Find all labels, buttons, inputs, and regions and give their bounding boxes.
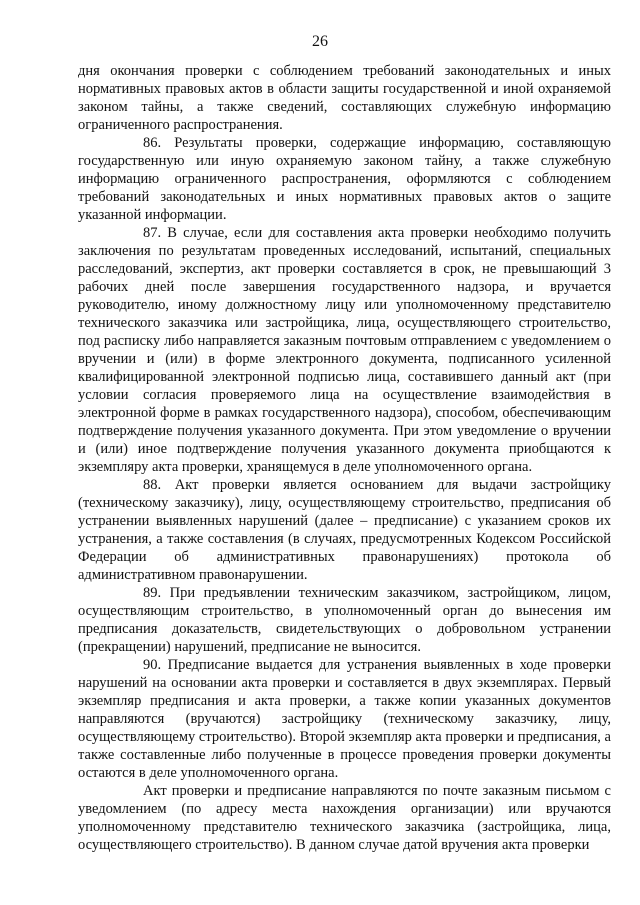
paragraph-item-87: 87. В случае, если для составления акта проверки необходимо получить заключения по результатам проведенных исследований, испытаний, специальных расследований, экспертиз, акт проверки составляется в срок, не превышающий 3 рабочих дней после завершения государственного надзора, и вручается руководителю, иному должностному лицу или уполномоченному представителю технического заказчика или застройщика, лица, осуществляющего строительство, под расписку либо направляется заказным почтовым отправлением с уведомлением о вручении и (или) в форме электронного документа, подписанного усиленной квалифицированной электронной подписью лица, составившего данный акт (при условии согласия проверяемого лица на осуществление взаимодействия в электронной форме в рамках государственного надзора), способом, обеспечивающим подтверждение получения указанного документа. При этом уведомление о вручении и (или) иное подтверждение получения указанного документа приобщаются к экземпляру акта проверки, хранящемуся в деле уполномоченного органа. (78, 225, 611, 475)
paragraph-item-89: 89. При предъявлении техническим заказчиком, застройщиком, лицом, осуществляющим строительство, в уполномоченный орган до вынесения им предписания доказательств, свидетельствующих о добровольном устранении (прекращении) нарушений, предписание не выносится. (78, 585, 611, 655)
page-number: 26 (312, 33, 328, 50)
paragraph-item-90: 90. Предписание выдается для устранения выявленных в ходе проверки нарушений на основании акта проверки и составляется в двух экземплярах. Первый экземпляр предписания и акта проверки, а также копии указанных документов направляются (вручаются) застройщику (техническому заказчику, лицу, осуществляющему строительство). Второй экземпляр акта проверки и предписания, а также составленные либо полученные в процессе проведения проверки документы остаются в деле уполномоченного органа. (78, 657, 611, 781)
document-body (78, 62, 611, 854)
paragraph-item-86: 86. Результаты проверки, содержащие информацию, составляющую государственную или иную охраняемую законом тайну, а также служебную информацию ограниченного распространения, оформляются с соблюдением требований законодательных и иных нормативных правовых актов о защите указанной информации. (78, 135, 611, 223)
paragraph-item-88: 88. Акт проверки является основанием для выдачи застройщику (техническому заказчику), лицу, осуществляющему строительство, предписания об устранении выявленных нарушений (далее – предписание) с указанием сроков их устранения, а также составления (в случаях, предусмотренных Кодексом Российской Федерации об административных правонарушениях) протокола об административном правонарушении. (78, 477, 611, 583)
paragraph-continuation: дня окончания проверки с соблюдением требований законодательных и иных нормативных правовых актов в области защиты государственной и иной охраняемой законом тайны, а также сведений, составляющих служебную информацию ограниченного распространения. (78, 63, 611, 133)
paragraph-delivery: Акт проверки и предписание направляются по почте заказным письмом с уведомлением (по адресу места нахождения организации) или вручаются уполномоченному представителю технического заказчика (застройщика, лица, осуществляющего строительство). В данном случае датой вручения акта проверки (78, 783, 611, 853)
